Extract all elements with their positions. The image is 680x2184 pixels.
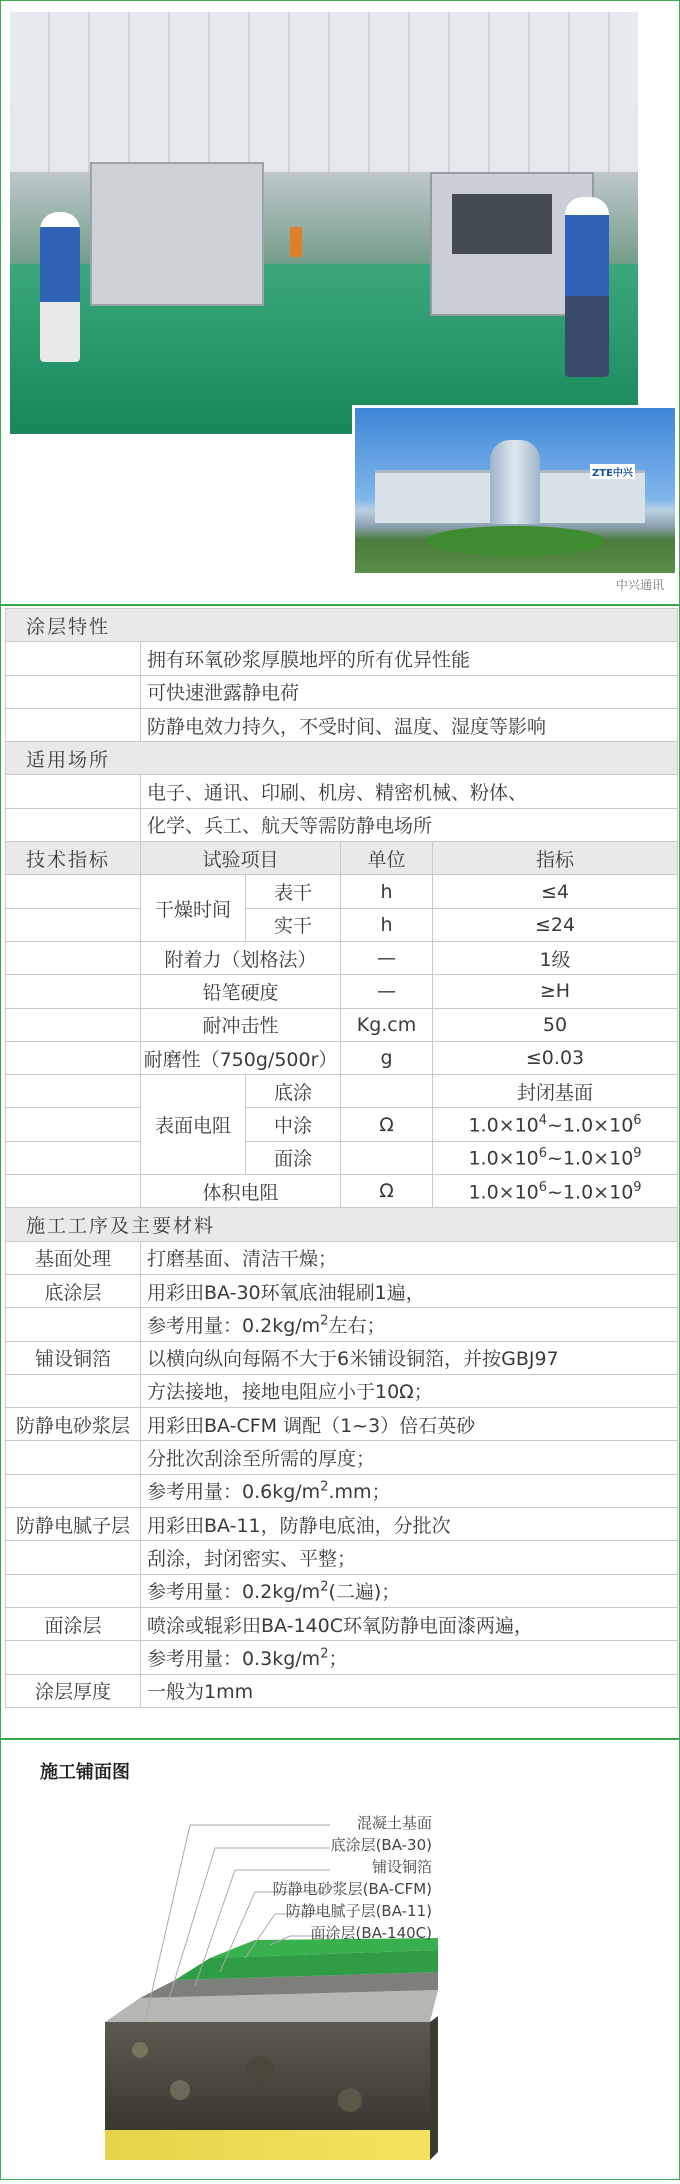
divider [0,604,680,606]
step-text: 分批次刮涂至所需的厚度； [141,1441,678,1474]
value: ≤0.03 [433,1041,678,1074]
spec-table [5,608,678,1708]
layer-label: 底涂层(BA-30) [330,1836,432,1854]
middle-coat: 中涂 [246,1108,341,1141]
volume-resistance: 体积电阻 [141,1175,341,1208]
value: 50 [433,1008,678,1041]
step-label: 铺设铜箔 [6,1341,141,1374]
section-coating: 涂层特性 [6,609,678,642]
section-usage: 适用场所 [6,742,678,775]
layer-label: 防静电砂浆层(BA-CFM) [272,1880,432,1898]
step-label: 面涂层 [6,1607,141,1640]
layer-label: 混凝土基面 [356,1814,432,1832]
step-text: 用彩田BA-11，防静电底油，分批次 [141,1508,678,1541]
step-label: 涂层厚度 [6,1674,141,1707]
layer-label: 面涂层(BA-140C) [310,1924,432,1942]
value: $1.0\times 10^4\sim 1.0\times 10^6$ [433,1108,678,1141]
coating-row: 可快速泄露静电荷 [141,675,678,708]
step-text: 打磨基面、清洁干燥； [141,1241,678,1274]
surface-resistance: 表面电阻 [141,1075,246,1175]
top-coat: 面涂 [246,1141,341,1174]
surface-dry: 表干 [246,875,341,908]
step-label: 防静电腻子层 [6,1508,141,1541]
unit: Kg.cm [341,1008,433,1041]
step-text: 刮涂，封闭密实、平整； [141,1541,678,1574]
unit: — [341,941,433,974]
unit: h [341,908,433,941]
pencil-hardness: 铅笔硬度 [141,975,341,1008]
adhesion: 附着力（划格法） [141,941,341,974]
step-text: 参考用量：$0.2kg/m^2$左右； [141,1308,678,1341]
dry-time: 干燥时间 [141,875,246,942]
photo-caption: 中兴通讯 [615,578,664,592]
section-process: 施工工序及主要材料 [6,1208,678,1241]
divider [0,1738,680,1740]
value: ≥H [433,975,678,1008]
value: ≤24 [433,908,678,941]
layer-label: 防静电腻子层(BA-11) [285,1902,432,1920]
unit: Ω [341,1108,433,1141]
factory-photo [10,12,638,434]
value: ≤4 [433,875,678,908]
building-photo [352,405,678,576]
abrasion: 耐磨性（750g/500r） [141,1041,341,1074]
step-text: 参考用量：$0.6kg/m^2.mm$； [141,1474,678,1507]
value: 1级 [433,941,678,974]
usage-row: 电子、通讯、印刷、机房、精密机械、粉体、 [141,775,678,808]
step-label: 防静电砂浆层 [6,1408,141,1441]
value: 封闭基面 [433,1075,678,1108]
value: $1.0\times 10^6\sim 1.0\times 10^9$ [433,1141,678,1174]
unit: Ω [341,1175,433,1208]
step-text: 以横向纵向每隔不大于6米铺设铜箔，并按GBJ97 [141,1341,678,1374]
zte-logo: ZTE中兴 [590,464,635,479]
header-value: 指标 [433,842,678,875]
step-text: 参考用量：$0.3kg/m^2$； [141,1641,678,1674]
diagram-title: 施工铺面图 [40,1762,130,1783]
value: $1.0\times 10^6\sim 1.0\times 10^9$ [433,1175,678,1208]
header-unit: 单位 [341,842,433,875]
step-text: 参考用量：$0.2kg/m^2$(二遍)； [141,1574,678,1607]
unit: g [341,1041,433,1074]
step-label: 底涂层 [6,1274,141,1307]
step-text: 方法接地，接地电阻应小于10Ω； [141,1374,678,1407]
primer: 底涂 [246,1075,341,1108]
unit: — [341,975,433,1008]
coating-row: 防静电效力持久，不受时间、温度、湿度等影响 [141,708,678,741]
step-text: 一般为1mm [141,1674,678,1707]
step-text: 用彩田BA-CFM 调配（1~3）倍石英砂 [141,1408,678,1441]
step-label: 基面处理 [6,1241,141,1274]
header-item: 试验项目 [141,842,341,875]
hard-dry: 实干 [246,908,341,941]
usage-row: 化学、兵工、航天等需防静电场所 [141,808,678,841]
layer-label: 铺设铜箔 [371,1858,432,1876]
impact: 耐冲击性 [141,1008,341,1041]
coating-row: 拥有环氧砂浆厚膜地坪的所有优异性能 [141,642,678,675]
layer-diagram [0,1790,680,2180]
section-tech: 技术指标 [6,842,141,875]
unit: h [341,875,433,908]
step-text: 用彩田BA-30环氧底油辊刷1遍， [141,1274,678,1307]
step-text: 喷涂或辊彩田BA-140C环氧防静电面漆两遍， [141,1607,678,1640]
